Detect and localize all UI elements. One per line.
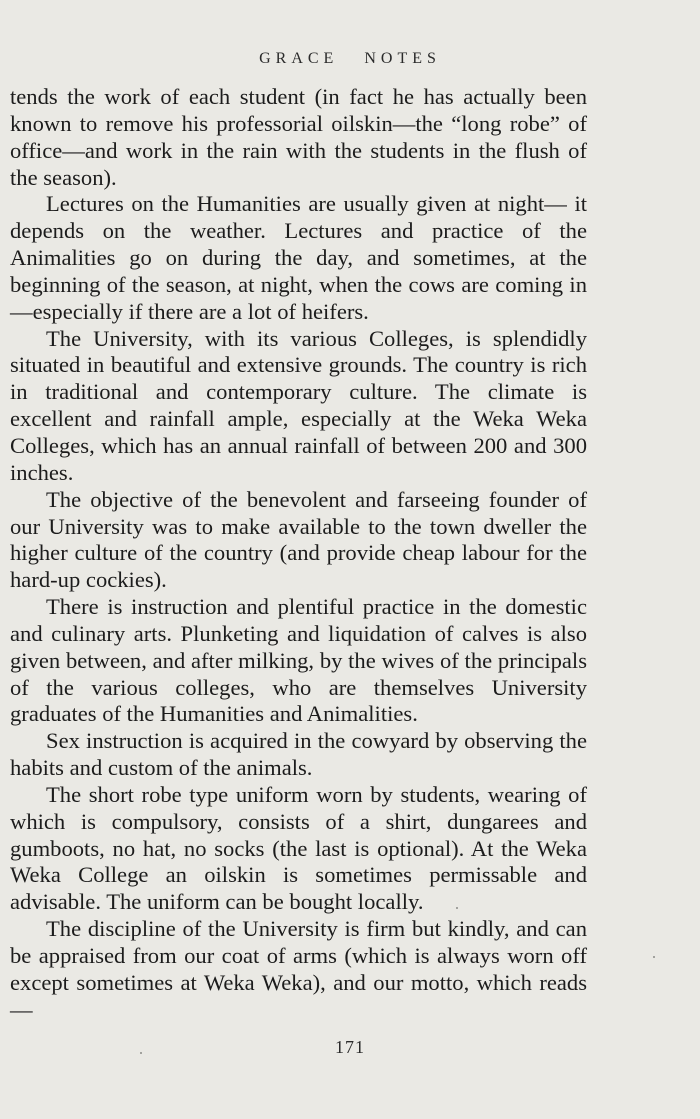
page-number: 171 <box>335 1037 365 1057</box>
running-head-right: NOTES <box>364 50 441 67</box>
paragraph: tends the work of each student (in fact he has actually been known to remove his professorial oilskin—the “long robe” of office—and work in the rain with the students in the flush of the season). <box>10 84 587 190</box>
paragraph: Sex instruction is acquired in the cowyard by observing the habits and custom of the animals. <box>10 728 587 781</box>
paragraph: The short robe type uniform worn by students, wearing of which is compulsory, consists of a shirt, dungarees and gumboots, no hat, no socks (the last is optional). At the Weka Weka College an oilskin is sometimes permissable and advisable. The uniform can be bought locally. <box>10 781 587 915</box>
paper-speck <box>140 1052 142 1054</box>
paragraph: Lectures on the Humanities are usually given at night— it depends on the weather. Lectures and practice of the Animalities go on during the day, and sometimes, at the beginning of the season, at night, when the cows are coming in—especially if there are a lot of heifers. <box>10 191 587 324</box>
body-text <box>10 84 587 1024</box>
paragraph: The University, with its various Colleges, is splendidly situated in beautiful and extensive grounds. The country is rich in traditional and contemporary culture. The climate is excellent and rainfall ample, especially at the Weka Weka Colleges, which has an annual rainfall of between 200 and 300 inches. <box>10 325 587 485</box>
paragraph: The discipline of the University is firm but kindly, and can be appraised from our coat of arms (which is always worn off except sometimes at Weka Weka), and our motto, which reads— <box>10 916 587 1022</box>
paper-speck <box>456 907 458 909</box>
paper-speck <box>653 956 655 958</box>
running-head <box>0 50 700 68</box>
paragraph: The objective of the benevolent and farseeing founder of our University was to make available to the town dweller the higher culture of the country (and provide cheap labour for the hard-up cockies). <box>10 486 587 593</box>
running-head-left: GRACE <box>259 50 339 67</box>
paragraph: There is instruction and plentiful practice in the domestic and culinary arts. Plunketing and liquidation of calves is also given between, and after milking, by the wives of the principals of the various colleges, who are themselves University graduates of the Humanities and Animalities. <box>10 594 587 727</box>
